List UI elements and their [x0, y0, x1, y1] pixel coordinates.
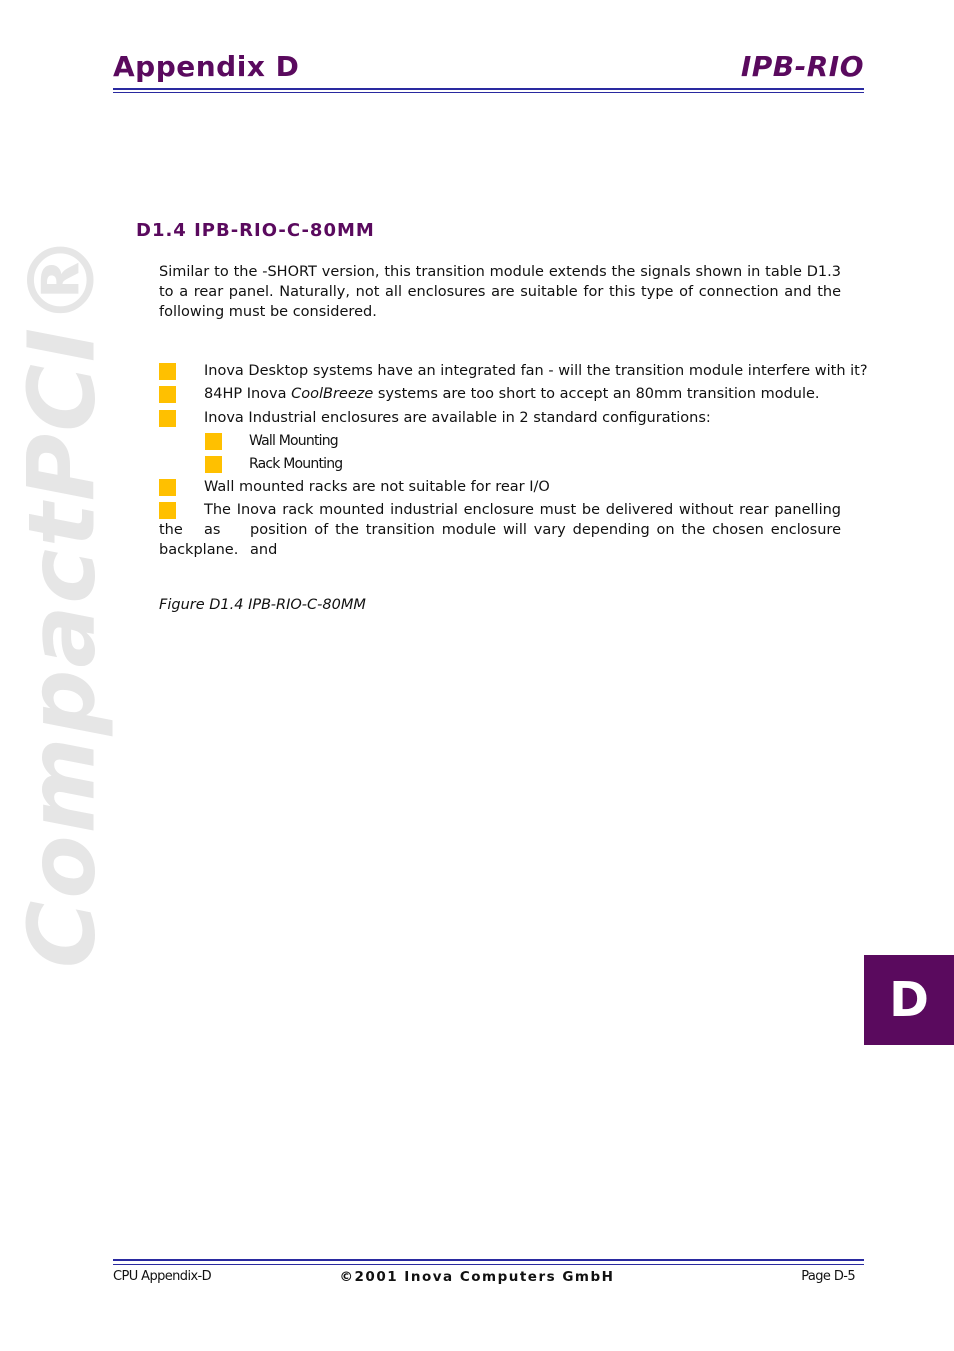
- last-para-the: the: [159, 522, 183, 538]
- figure-caption: Figure D1.4 IPB-RIO-C-80MM: [159, 597, 366, 613]
- header-product-title: IPB-RIO: [740, 50, 864, 83]
- compactpci-watermark: CompactPCI®: [8, 231, 116, 969]
- bullet-text: Wall mounted racks are not suitable for rear I/O: [204, 479, 550, 495]
- last-para-line1: The Inova rack mounted industrial enclosure must be delivered without rear panelling as: [204, 502, 841, 538]
- footer-rule-thick: [113, 1259, 864, 1261]
- header-rule-thick: [113, 88, 864, 90]
- bullet-text: [204, 384, 820, 404]
- footer-copyright: ©2001 Inova Computers GmbH: [339, 1269, 615, 1285]
- bullet-text-post: systems are too short to accept an 80mm transition module.: [373, 386, 820, 402]
- bullet-square-icon: [159, 479, 176, 496]
- bullet-square-icon: [205, 433, 222, 450]
- last-para-line3: backplane.: [159, 542, 239, 558]
- bullet-item: [159, 500, 176, 520]
- bullet-text: Inova Desktop systems have an integrated fan - will the transition module interfere with it?: [204, 363, 868, 379]
- bullet-text: Inova Industrial enclosures are available in 2 standard configurations:: [204, 410, 711, 426]
- sub-bullet-item: [205, 454, 222, 474]
- footer-page-number: Page D-5: [801, 1269, 855, 1284]
- header-rule-thin: [113, 92, 864, 93]
- intro-paragraph: Similar to the -SHORT version, this transition module extends the signals shown in table D1.3 to a rear panel. Naturally, not all enclosures are suitable for this type of connection and the following must be considered.: [159, 264, 841, 320]
- sub-bullet-item: [205, 431, 222, 451]
- appendix-tab: D: [864, 955, 954, 1045]
- sub-bullet-text: Wall Mounting: [249, 433, 338, 449]
- bullet-item: [159, 477, 176, 497]
- bullet-square-icon: [159, 363, 176, 380]
- bullet-square-icon: [159, 502, 176, 519]
- bullet-item: [159, 408, 176, 428]
- bullet-item: [159, 384, 176, 404]
- bullet-square-icon: [159, 410, 176, 427]
- bullet-text-pre: 84HP Inova: [204, 386, 292, 402]
- sub-bullet-text: Rack Mounting: [249, 456, 343, 472]
- bullet-square-icon: [205, 456, 222, 473]
- section-title: D1.4 IPB-RIO-C-80MM: [136, 220, 375, 241]
- footer-rule-thin: [113, 1264, 864, 1265]
- header-appendix-title: Appendix D: [113, 50, 300, 83]
- footer-doc-name: CPU Appendix-D: [113, 1269, 212, 1284]
- last-para-line2: position of the transition module will vary depending on the chosen enclosure and: [250, 522, 841, 558]
- coolbreeze-emphasis: CoolBreeze: [291, 386, 374, 402]
- bullet-item: [159, 361, 176, 381]
- bullet-square-icon: [159, 386, 176, 403]
